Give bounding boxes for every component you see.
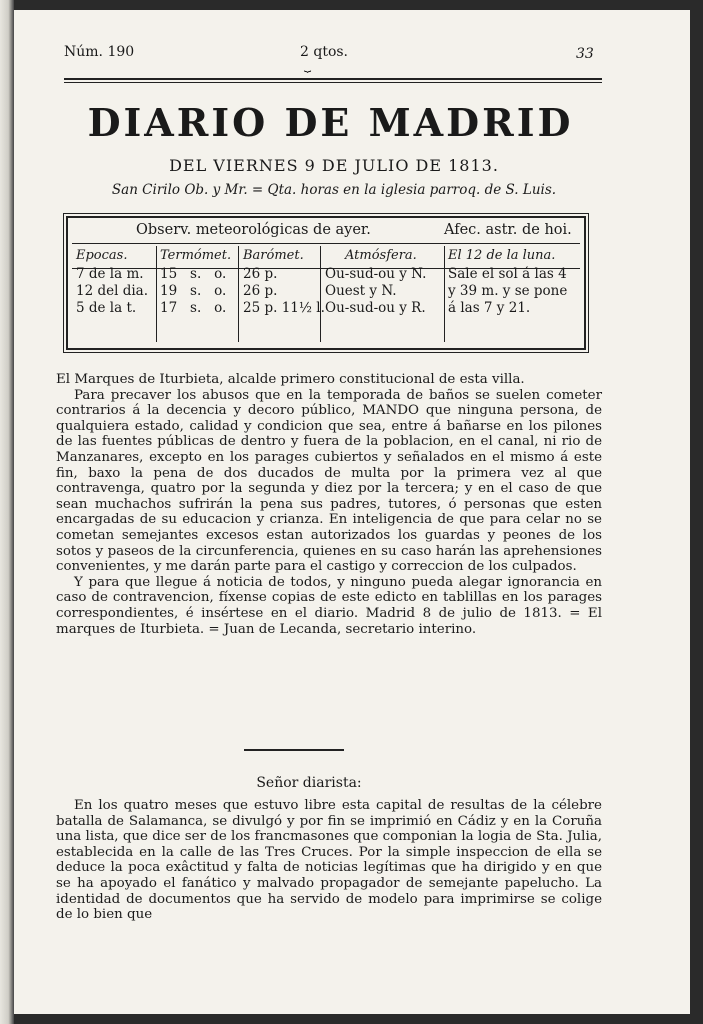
book-spine (0, 0, 14, 1024)
newspaper-title: DIARIO DE MADRID (87, 100, 574, 145)
column-divider (156, 246, 157, 342)
table-cell: Ou-sud-ou y R. (325, 300, 426, 316)
column-atmosfera (325, 248, 443, 317)
letter-salutation: Señor diarista: (256, 775, 362, 791)
dateline: DEL VIERNES 9 DE JULIO DE 1813. (169, 156, 499, 175)
meteo-heading-right: Afec. astr. de hoi. (444, 222, 572, 238)
letter-paragraph: En los quatro meses que estuvo libre esta capital de resultas de la célebre batalla de Salamanca, se divulgó y por fin se imprimió en Cádiz y en la Coruña una lista, que dice ser de los francmasones que componian la logia de Sta. Julia, establecida en la calle de las Tres Cruces. Por la simple inspeccion de ella se deduce la poca exâctitud y falta de noticias legítimas que ha dirigido y en que se ha apoyado el fanático y malvado propagador de semejante papelucho. La identidad de documentos que ha servido de modelo para imprimirse se colige de lo bien que (56, 798, 602, 923)
table-cell: Ouest y N. (325, 283, 397, 299)
section-divider (244, 749, 344, 751)
column-header: Atmósfera. (345, 248, 417, 263)
column-header: Termómet. (160, 248, 232, 263)
table-cell: 26 p. (243, 283, 278, 299)
table-cell: á las 7 y 21. (448, 300, 531, 316)
column-barometro (243, 248, 325, 317)
page-number: 33 (576, 46, 594, 62)
table-cell: 12 del dia. (76, 283, 149, 299)
column-termometro (160, 248, 238, 317)
table-cell: 17 s. o. (160, 300, 227, 316)
letter-article (56, 798, 602, 923)
table-cell: 15 s. o. (160, 266, 227, 282)
newspaper-page (14, 10, 690, 1014)
table-cell: 7 de la m. (76, 266, 144, 282)
column-header: Barómet. (243, 248, 304, 263)
table-cell: y 39 m. y se pone (448, 283, 568, 299)
column-header: El 12 de la luna. (448, 248, 556, 263)
table-cell: Sale el sol á las 4 (448, 266, 567, 282)
table-cell: Ou-sud-ou y N. (325, 266, 427, 282)
meteo-heading-left: Observ. meteorológicas de ayer. (136, 222, 371, 238)
brace-ornament: ⏟ (304, 58, 312, 72)
meteorological-table (66, 216, 586, 350)
edict-paragraph: Para precaver los abusos que en la temporada de baños se suelen cometer contrarios á la decencia y decoro público, MANDO que ninguna persona, de qualquiera estado, calidad y condicion que sea, entre á bañarse en los pilones de las fuentes públicas de dentro y fuera de la poblacion, en el canal, ni rio de Manzanares, excepto en los parages cubiertos y señalados en el mismo á este fin, baxo la pena de dos ducados de multa por la primera vez al que contravenga, quatro por la segunda y diez por la tercera; y en el caso de que sean muchachos sufrirán la pena sus padres, tutores, ó personas que esten encargadas de su educacion y crianza. En inteligencia de que para celar no se cometan semejantes excesos estan autorizados los guardas y peones de los sotos y paseos de la circunferencia, quienes en su caso harán las aprehensiones convenientes, y me darán parte para el castigo y correccion de los culpados. (56, 387, 602, 575)
table-cell: 25 p. 11½ l. (243, 300, 325, 316)
price-quarters: 2 qtos. (300, 44, 349, 60)
table-cell: 5 de la t. (76, 300, 137, 316)
saint-of-day-line: San Cirilo Ob. y Mr. = Qta. horas en la iglesia parroq. de S. Luis. (111, 182, 557, 198)
issue-number: Núm. 190 (64, 44, 135, 60)
edict-paragraph: Y para que llegue á noticia de todos, y ninguno pueda alegar ignorancia en caso de contravencion, fíxense copias de este edicto en tablillas en los parages correspondientes, é insértese en el diario. Madrid 8 de julio de 1813. = El marques de Iturbieta. = Juan de Lecanda, secretario interino. (56, 574, 602, 637)
table-cell: 26 p. (243, 266, 278, 282)
column-divider (444, 246, 445, 342)
edict-article (56, 372, 602, 637)
column-header: Epocas. (76, 248, 128, 263)
page-header (64, 44, 624, 72)
masthead-rule-top (64, 78, 602, 83)
column-luna (448, 248, 580, 317)
column-divider (238, 246, 239, 342)
meteo-divider (72, 243, 580, 244)
column-epocas (76, 248, 156, 317)
edict-title-line: El Marques de Iturbieta, alcalde primero constitucional de esta villa. (56, 372, 525, 387)
table-cell: 19 s. o. (160, 283, 227, 299)
